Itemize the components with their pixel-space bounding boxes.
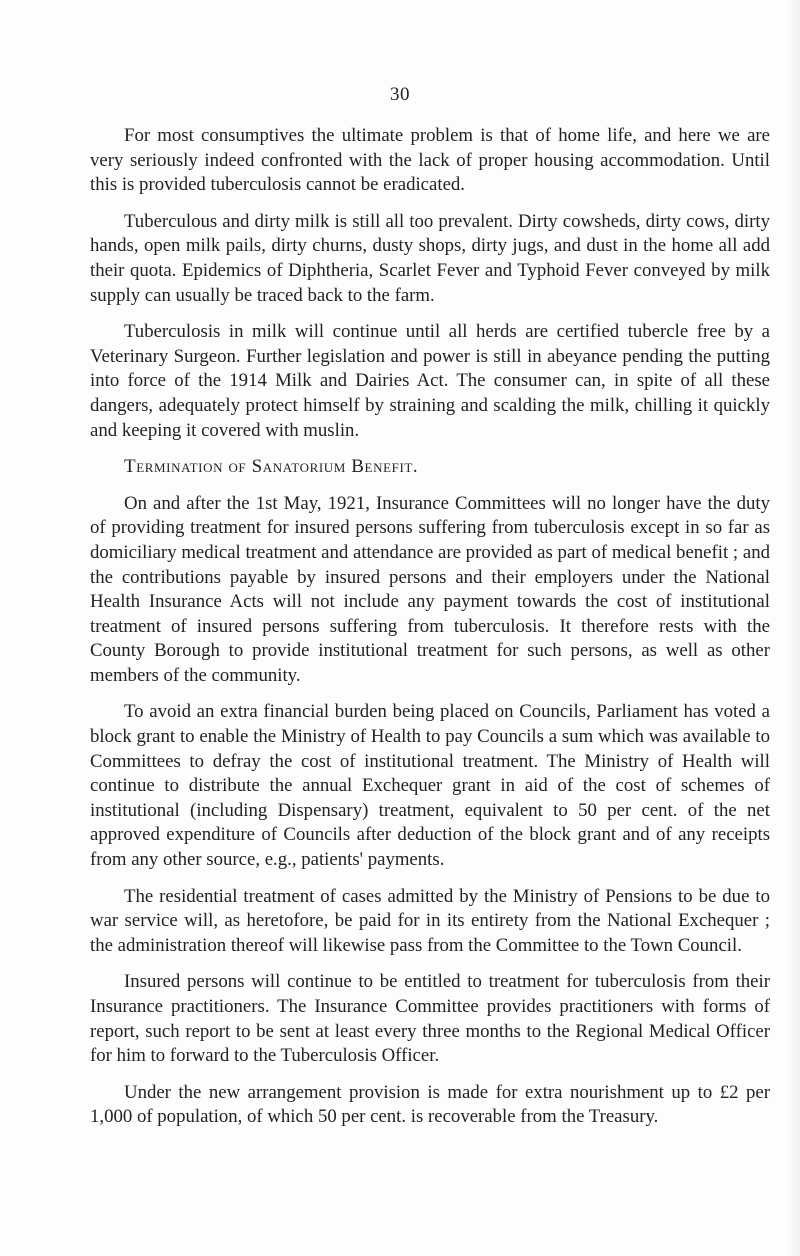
page-number: 30 [390,84,410,105]
page-body [90,124,770,1142]
paragraph-extra-nourishment: Under the new arrangement provision is made for extra nourishment up to £2 per 1,000 of population, of which 50 per cent. is recoverable from the Treasury. [90,1081,770,1128]
paragraph-insurance-committees: On and after the 1st May, 1921, Insurance Committees will no longer have the duty of providing treatment for insured persons suffering from tuberculosis except in so far as domiciliary medical treatment and attendance are provided as part of medical benefit ; and the contributions payable by insured persons and their employers under the National Health Insurance Acts will not include any payment towards the cost of institutional treatment of insured persons suffering from tuberculosis. It therefore rests with the County Borough to provide institutional treatment for such persons, as well as other members of the community. [90,492,770,686]
section-heading: Termination of Sanatorium Benefit. [124,456,419,478]
paragraph-block-grant: To avoid an extra financial burden being placed on Councils, Parliament has voted a block grant to enable the Ministry of Health to pay Councils a sum which was available to Committees to defray the cost of institutional treatment. The Ministry of Health will continue to distribute the annual Exchequer grant in aid of the cost of schemes of institutional (including Dispensary) treatment, equivalent to 50 per cent. of the net approved expenditure of Councils after deduction of the block grant and of any receipts from any other source, e.g., patients' payments. [90,701,770,871]
page-edge-shadow [786,0,800,1256]
paragraph-tuberculosis-in-milk: Tuberculosis in milk will continue until all herds are certified tubercle free by a Veterinary Surgeon. Further legislation and power is still in abeyance pending the putting into force of the 1914 Milk and Dairies Act. The consumer can, in spite of all these dangers, adequately protect himself by straining and scalding the milk, chilling it quickly and keeping it covered with muslin. [90,321,770,441]
paragraph-residential-treatment: The residential treatment of cases admitted by the Ministry of Pensions to be due to war service will, as heretofore, be paid for in its entirety from the National Exchequer ; the administration thereof will likewise pass from the Committee to the Town Council. [90,885,770,956]
paragraph-dirty-milk: Tuberculous and dirty milk is still all too prevalent. Dirty cowsheds, dirty cows, dirty hands, open milk pails, dirty churns, dusty shops, dirty jugs, and dust in the home all add their quota. Epidemics of Diphtheria, Scarlet Fever and Typhoid Fever conveyed by milk supply can usually be traced back to the farm. [90,210,770,306]
paragraph-housing: For most consumptives the ultimate problem is that of home life, and here we are very seriously indeed confronted with the lack of proper housing accommodation. Until this is provided tuberculosis cannot be eradicated. [90,125,770,196]
paragraph-insured-persons: Insured persons will continue to be entitled to treatment for tuberculosis from their Insurance practitioners. The Insurance Committee provides practitioners with forms of report, such report to be sent at least every three months to the Regional Medical Officer for him to forward to the Tuberculosis Officer. [90,971,770,1067]
